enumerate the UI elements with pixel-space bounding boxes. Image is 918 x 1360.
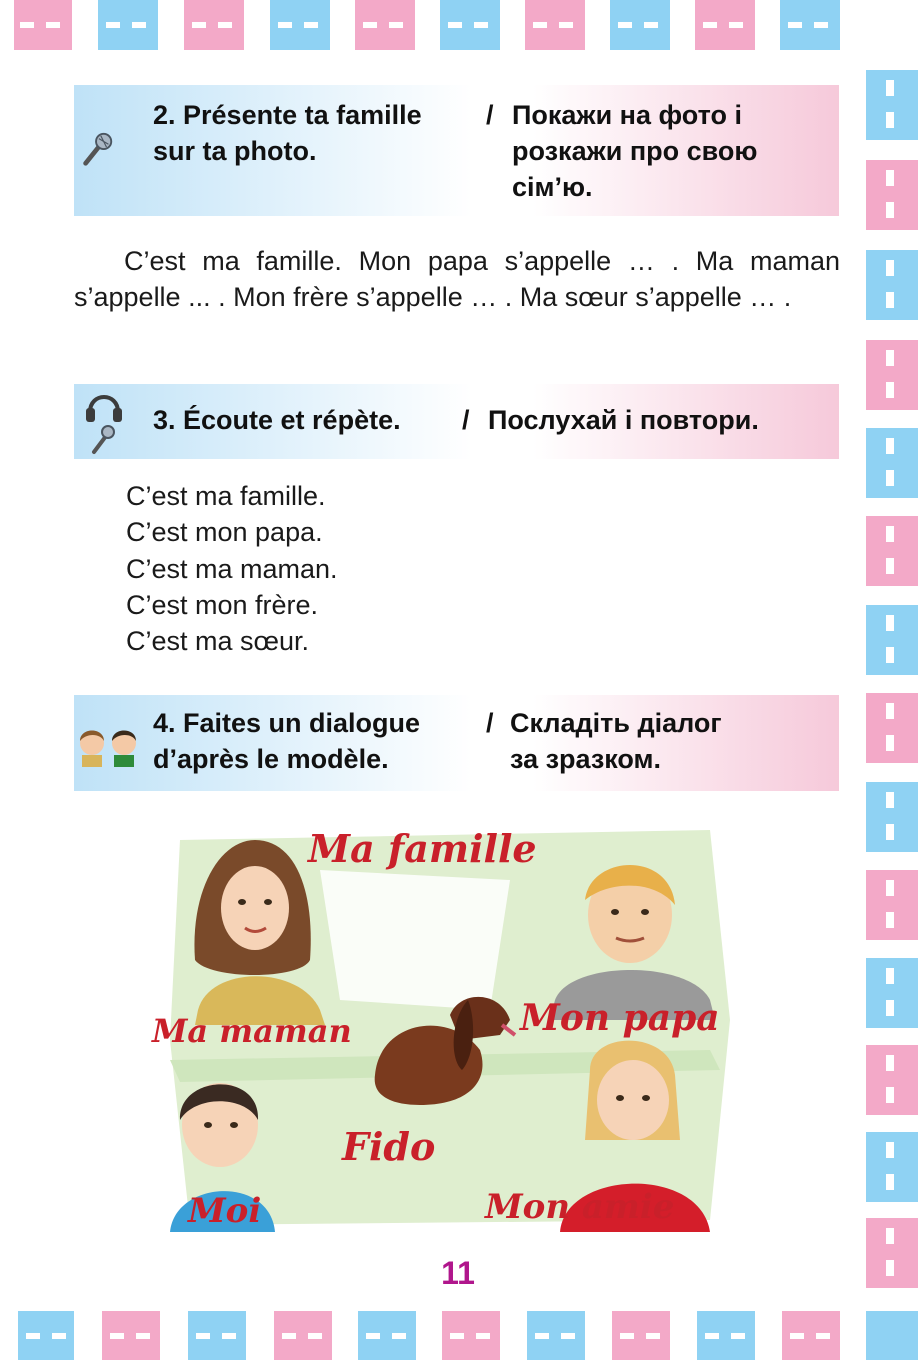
- task-3-separator: /: [462, 405, 470, 435]
- right-decorative-border: [866, 60, 918, 1300]
- task-4-header: [74, 695, 839, 791]
- phrase-line: C’est ma sœur.: [126, 626, 310, 656]
- illustration-title: Ma famille: [308, 826, 537, 871]
- task-4-french-instruction: 4. Faites un dialogue d’après le modèle.: [153, 708, 421, 774]
- top-decorative-border: [0, 0, 860, 56]
- phrase-line: C’est mon papa.: [126, 517, 323, 547]
- task-4-ukrainian-instruction: Складіть діалог за зразком.: [510, 708, 722, 774]
- task-3-ukrainian-instruction: Послухай і повтори.: [488, 405, 759, 435]
- task-2-separator: /: [486, 100, 494, 130]
- task-2-french-instruction: 2. Présente ta famille sur ta photo.: [153, 100, 422, 166]
- label-dog: Fido: [342, 1124, 436, 1169]
- label-boy: Moi: [188, 1191, 262, 1231]
- task-4-separator: /: [486, 708, 494, 738]
- task-2-ukrainian-instruction: Покажи на фото і розкажи про свою сім’ю.: [512, 100, 758, 202]
- task-2-header: [74, 85, 839, 216]
- page-number: 11: [441, 1255, 475, 1291]
- family-paragraph: C’est ma famille. Mon papa s’appelle … . Ma maman s’appelle ... . Mon frère s’appelle … . Ma sœur s’appelle … .: [74, 246, 840, 312]
- family-illustration: [150, 820, 750, 1232]
- phrase-line: C’est mon frère.: [126, 590, 319, 620]
- label-girl: Mon amie: [485, 1187, 675, 1227]
- microphone-icon: [78, 131, 116, 169]
- label-father: Mon papa: [520, 997, 720, 1039]
- two-kids-talking-icon: [74, 723, 144, 767]
- task-3-french-instruction: 3. Écoute et répète.: [153, 405, 401, 435]
- phrase-line: C’est ma famille.: [126, 481, 326, 511]
- headphones-microphone-icon: [84, 386, 124, 458]
- bottom-decorative-border: [0, 1303, 918, 1360]
- label-mother: Ma maman: [152, 1012, 352, 1050]
- phrase-line: C’est ma maman.: [126, 554, 338, 584]
- task-3-header: [74, 384, 839, 459]
